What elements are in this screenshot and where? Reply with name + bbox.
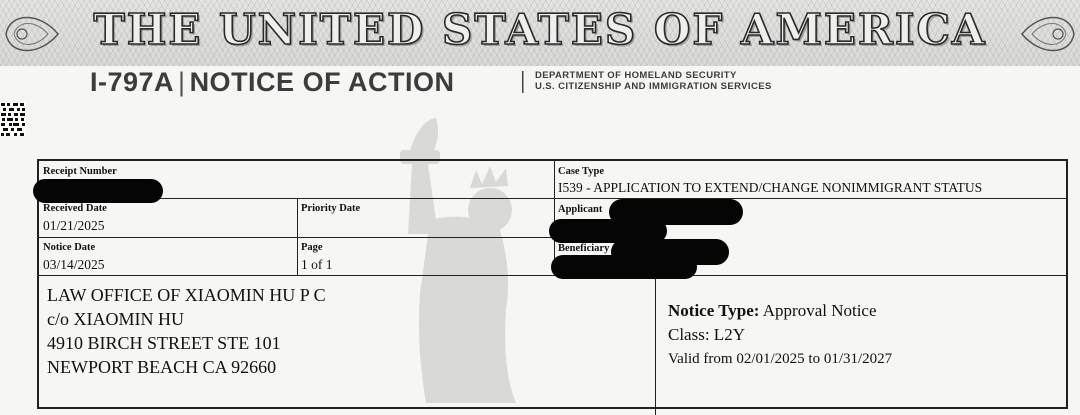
case-type-value: I539 - APPLICATION TO EXTEND/CHANGE NONIMMIGRANT STATUS xyxy=(558,180,983,195)
column-divider xyxy=(655,275,656,415)
form-heading xyxy=(90,67,455,98)
form-title: NOTICE OF ACTION xyxy=(189,67,455,97)
notice-details xyxy=(668,299,892,371)
heading-separator: | xyxy=(178,67,186,97)
notice-type-value: Approval Notice xyxy=(762,301,877,320)
received-date-label: Received Date xyxy=(43,203,107,214)
notice-type-label: Notice Type: xyxy=(668,301,760,320)
mailing-address xyxy=(47,283,326,379)
department-line-1: DEPARTMENT OF HOMELAND SECURITY xyxy=(535,70,737,81)
priority-date-label: Priority Date xyxy=(301,203,361,214)
case-type-label: Case Type xyxy=(558,166,604,177)
department-line-2: U.S. CITIZENSHIP AND IMMIGRATION SERVICES xyxy=(535,81,772,92)
scroll-ornament-icon xyxy=(1020,6,1080,62)
class-line: Class: L2Y xyxy=(668,325,745,344)
form-number: I-797A xyxy=(90,67,175,97)
address-line: c/o XIAOMIN HU xyxy=(47,309,184,329)
row-divider xyxy=(39,198,1068,199)
address-line: 4910 BIRCH STREET STE 101 xyxy=(47,333,281,353)
address-line: LAW OFFICE OF XIAOMIN HU P C xyxy=(47,285,326,305)
page-value: 1 of 1 xyxy=(301,257,333,272)
receipt-number-label: Receipt Number xyxy=(43,166,117,177)
validity-line: Valid from 02/01/2025 to 01/31/2027 xyxy=(668,351,893,367)
page-label: Page xyxy=(301,242,323,253)
received-date-value: 01/21/2025 xyxy=(43,218,105,233)
header-banner xyxy=(0,0,1080,66)
department-name xyxy=(535,70,772,92)
notice-form-table xyxy=(37,159,1068,409)
redaction-bar xyxy=(551,255,697,279)
beneficiary-label: Beneficiary xyxy=(558,243,610,254)
notice-date-value: 03/14/2025 xyxy=(43,257,105,272)
row-divider xyxy=(39,237,554,238)
barcode-icon xyxy=(0,102,26,136)
applicant-label: Applicant xyxy=(558,204,603,215)
banner-title: THE UNITED STATES OF AMERICA xyxy=(93,5,987,54)
address-line: NEWPORT BEACH CA 92660 xyxy=(47,357,277,377)
divider xyxy=(522,71,525,93)
redaction-bar xyxy=(33,179,163,203)
notice-date-label: Notice Date xyxy=(43,242,96,253)
